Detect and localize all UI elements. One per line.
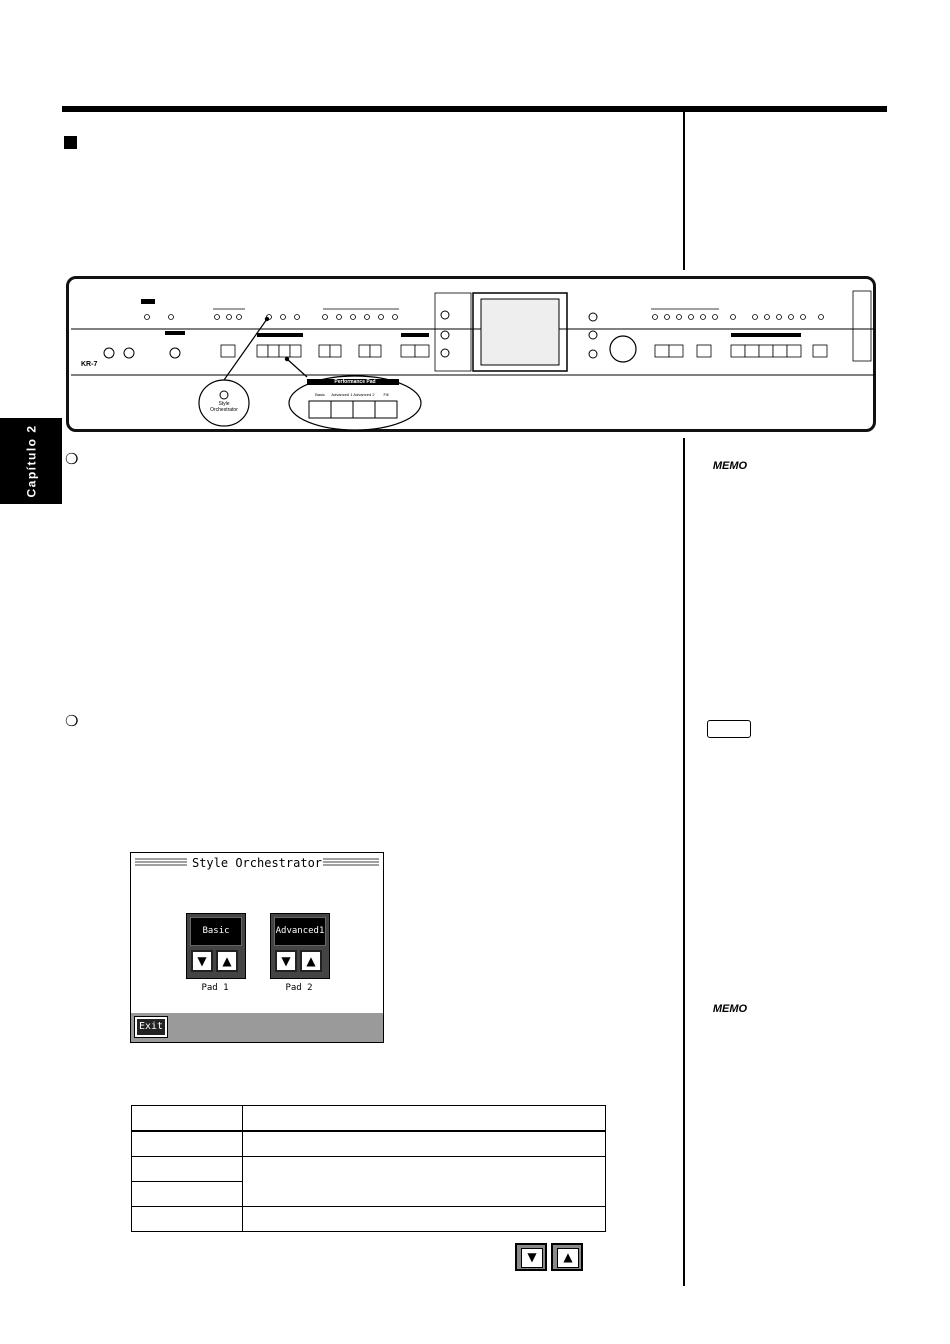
- chapter-tab-label: Capítulo 2: [24, 424, 39, 498]
- down-arrow-icon: ▼: [515, 1243, 547, 1271]
- pad-caption: Pad 2: [285, 983, 313, 993]
- exit-button[interactable]: Exit: [135, 1017, 167, 1037]
- table-cell: [132, 1157, 243, 1182]
- arrow-button-pair: [515, 1243, 587, 1271]
- svg-text:MEMO: MEMO: [712, 1003, 748, 1015]
- up-arrow-button[interactable]: ▲: [300, 950, 322, 972]
- pad-1-tile[interactable]: [186, 913, 246, 979]
- table-row: [132, 1207, 606, 1232]
- pad-button-label: Basic: [315, 392, 325, 397]
- pad-caption: Pad 1: [201, 983, 229, 993]
- pad-function-table: [131, 1105, 606, 1232]
- bullet-icon: ❍: [65, 450, 79, 468]
- top-rule: [62, 106, 887, 112]
- column-divider: [683, 112, 685, 270]
- control-panel-illustration: [66, 276, 876, 432]
- bullet-icon: ❍: [65, 712, 79, 730]
- table-row: [132, 1157, 606, 1182]
- pad-button-label: Advanced 2: [353, 392, 375, 397]
- pad-2-tile[interactable]: [270, 913, 330, 979]
- note-icon: [707, 720, 751, 738]
- style-orchestrator-label: Style Orchestrator: [210, 401, 238, 413]
- pad-style-name: Basic: [190, 917, 242, 946]
- table-cell: [243, 1207, 606, 1232]
- down-arrow-button[interactable]: ▼: [275, 950, 297, 972]
- down-arrow-button[interactable]: ▼: [191, 950, 213, 972]
- table-row: [132, 1131, 606, 1157]
- table-cell: [132, 1131, 243, 1157]
- pad-button-label: Advanced 1: [331, 392, 353, 397]
- style-orchestrator-screen: [130, 852, 384, 1043]
- screen-footer: [131, 1013, 383, 1042]
- performance-pad-label: Performance Pad: [334, 379, 376, 385]
- pad-style-name: Advanced1: [274, 917, 326, 946]
- screen-title: Style Orchestrator: [191, 856, 323, 870]
- table-row: [132, 1106, 606, 1132]
- memo-icon: [708, 456, 752, 474]
- memo-icon: [708, 999, 752, 1017]
- up-arrow-button[interactable]: ▲: [216, 950, 238, 972]
- table-cell: [132, 1106, 243, 1132]
- up-arrow-icon: ▲: [551, 1243, 583, 1271]
- table-cell: [243, 1157, 606, 1207]
- table-cell: [132, 1182, 243, 1207]
- panel-drawing: [69, 279, 879, 435]
- model-label: KR-7: [81, 361, 98, 368]
- table-cell: [243, 1106, 606, 1132]
- table-cell: [132, 1207, 243, 1232]
- column-divider: [683, 438, 685, 1286]
- chapter-tab: [0, 418, 62, 504]
- svg-text:MEMO: MEMO: [712, 460, 748, 472]
- pad-button-label: Fill: [383, 392, 389, 397]
- table-cell: [243, 1131, 606, 1157]
- section-square-icon: [64, 136, 77, 149]
